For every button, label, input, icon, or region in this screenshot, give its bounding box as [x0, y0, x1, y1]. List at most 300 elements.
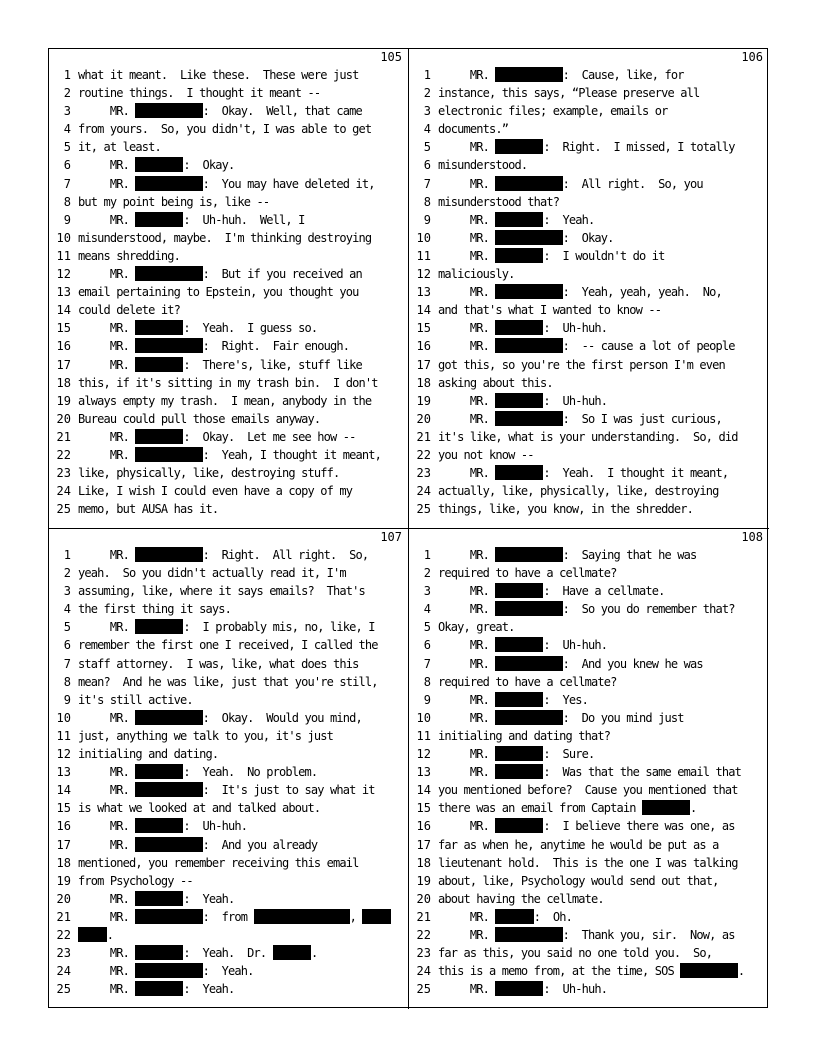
line-text [438, 102, 668, 120]
redaction-bar [495, 764, 543, 779]
redaction-bar [495, 547, 562, 562]
line-text [78, 890, 234, 908]
text-segment: initialing and dating that? [438, 728, 611, 743]
redaction-bar [495, 393, 543, 408]
text-segment: MR. [438, 927, 496, 942]
line-text [78, 799, 320, 817]
line-text [438, 356, 725, 374]
text-segment: documents.” [438, 122, 509, 137]
line-number: 11 [56, 728, 71, 743]
line-number: 7 [423, 656, 431, 671]
transcript-line [49, 374, 408, 392]
text-segment: MR. [78, 819, 136, 834]
text-segment: : Yeah. [202, 964, 254, 979]
transcript-line [49, 564, 408, 582]
text-segment: MR. [438, 393, 496, 408]
transcript-line [49, 102, 408, 120]
line-number: 2 [423, 566, 431, 581]
line-text [78, 745, 218, 763]
transcript-line [409, 446, 769, 464]
transcript-line [409, 156, 769, 174]
transcript-line [49, 120, 408, 138]
line-number: 24 [416, 964, 431, 979]
text-segment: Like, I wish I could even have a copy of my [78, 484, 353, 499]
line-text [78, 66, 358, 84]
transcript-lines [49, 66, 408, 518]
line-text [78, 156, 234, 174]
redaction-bar [495, 411, 562, 426]
transcript-line [409, 618, 769, 636]
text-segment: : There's, like, stuff like [183, 357, 362, 372]
text-segment: : I probably mis, no, like, I [183, 620, 375, 635]
line-text [438, 193, 559, 211]
text-segment: remember the first one I received, I called the [78, 638, 378, 653]
line-number: 1 [63, 548, 71, 562]
redaction-bar [135, 338, 202, 353]
text-segment: : Uh-huh. [543, 393, 608, 408]
line-number: 1 [423, 548, 431, 562]
line-number: 3 [63, 104, 71, 119]
redaction-bar [495, 656, 562, 671]
text-segment: MR. [438, 602, 496, 617]
text-segment: email pertaining to Epstein, you thought you [78, 285, 359, 300]
text-segment: : Cause, like, for [562, 68, 684, 82]
transcript-line [49, 410, 408, 428]
line-number: 23 [56, 466, 71, 481]
line-text [78, 727, 333, 745]
text-segment: mean? And he was like, just that you're still, [78, 674, 378, 689]
text-segment: : Okay. Let me see how -- [183, 429, 356, 444]
text-segment: MR. [438, 710, 496, 725]
text-segment: MR. [78, 104, 136, 119]
text-segment: MR. [78, 548, 136, 562]
text-segment: just, anything we talk to you, it's just [78, 728, 333, 743]
redaction-bar [495, 248, 543, 263]
text-segment: you not know -- [438, 447, 534, 462]
line-text [78, 673, 378, 691]
line-text [438, 980, 607, 998]
transcript-line [409, 120, 769, 138]
line-text [438, 410, 722, 428]
text-segment: lieutenant hold. This is the one I was talking [438, 855, 738, 870]
line-number: 20 [416, 411, 431, 426]
text-segment: MR. [438, 584, 496, 599]
line-text [78, 337, 349, 355]
line-text [78, 120, 371, 138]
line-number: 22 [56, 447, 71, 462]
line-text [438, 709, 684, 727]
line-number: 14 [56, 303, 71, 318]
line-number: 18 [416, 855, 431, 870]
line-number: 18 [416, 375, 431, 390]
line-text [78, 962, 254, 980]
text-segment: MR. [438, 747, 496, 762]
transcript-line [49, 745, 408, 763]
redaction-bar [495, 176, 562, 191]
text-segment: MR. [438, 656, 496, 671]
text-segment: but my point being is, like -- [78, 194, 270, 209]
transcript-line [49, 319, 408, 337]
text-segment: : Was that the same email that [543, 765, 741, 780]
line-text [78, 618, 375, 636]
line-number: 6 [423, 158, 431, 173]
transcript-line [409, 817, 769, 835]
line-number: 9 [423, 212, 431, 227]
text-segment: misunderstood that? [438, 194, 560, 209]
line-text [438, 817, 735, 835]
redaction-bar [135, 103, 202, 118]
line-number: 14 [56, 783, 71, 798]
line-text [78, 600, 231, 618]
transcript-line [49, 908, 408, 926]
transcript-line [49, 229, 408, 247]
transcript-line [49, 709, 408, 727]
line-number: 4 [423, 122, 431, 137]
line-number: 8 [423, 674, 431, 689]
line-number: 11 [416, 248, 431, 263]
text-segment: electronic files; example, emails or [438, 104, 668, 119]
page-number: 107 [380, 530, 402, 544]
transcript-line [409, 709, 769, 727]
line-number: 21 [56, 909, 71, 924]
line-text [78, 374, 378, 392]
line-text [78, 980, 234, 998]
line-number: 13 [56, 765, 71, 780]
text-segment: assuming, like, where it says emails? That's [78, 584, 365, 599]
text-segment: could delete it? [78, 303, 180, 318]
line-text [78, 709, 362, 727]
text-segment: MR. [438, 339, 496, 354]
line-text [78, 464, 339, 482]
line-number: 20 [56, 411, 71, 426]
transcript-line [49, 618, 408, 636]
text-segment: MR. [78, 837, 136, 852]
line-number: 7 [423, 176, 431, 191]
transcript-line [409, 500, 769, 518]
text-segment: required to have a cellmate? [438, 566, 617, 581]
line-number: 24 [56, 964, 71, 979]
redaction-bar [273, 945, 311, 960]
text-segment: : Yeah. [183, 982, 235, 997]
text-segment: about, like, Psychology would send out that, [438, 873, 719, 888]
line-text [438, 636, 607, 654]
transcript-sheet [48, 48, 768, 1008]
line-text [438, 944, 712, 962]
transcript-line [49, 247, 408, 265]
transcript-line [49, 673, 408, 691]
text-segment: : Do you mind just [562, 710, 684, 725]
text-segment: : Yeah. [183, 891, 235, 906]
transcript-line [409, 410, 769, 428]
line-number: 5 [63, 140, 71, 155]
text-segment: what it meant. Like these. These were just [78, 68, 359, 82]
line-text [438, 84, 699, 102]
line-number: 18 [56, 375, 71, 390]
text-segment: , [349, 909, 363, 924]
transcript-line [49, 636, 408, 654]
line-text [438, 265, 515, 283]
line-number: 4 [63, 122, 71, 137]
text-segment: MR. [438, 212, 496, 227]
text-segment: : Uh-huh. [543, 638, 608, 653]
transcript-line [409, 600, 769, 618]
redaction-bar [362, 909, 391, 924]
line-number: 20 [56, 891, 71, 906]
line-text [438, 600, 735, 618]
text-segment: : So you do remember that? [562, 602, 735, 617]
transcript-line [409, 193, 769, 211]
transcript-line [409, 962, 769, 980]
line-number: 7 [63, 656, 71, 671]
line-number: 25 [56, 502, 71, 517]
text-segment: : Uh-huh. [543, 321, 608, 336]
redaction-bar [135, 320, 183, 335]
line-number: 3 [423, 104, 431, 119]
line-text [438, 799, 696, 817]
line-number: 9 [423, 692, 431, 707]
line-number: 16 [56, 819, 71, 834]
line-text [438, 464, 728, 482]
transcript-line [409, 673, 769, 691]
text-segment: : Right. All right. So, [202, 548, 369, 562]
line-number: 23 [56, 946, 71, 961]
line-number: 5 [423, 620, 431, 635]
redaction-bar [135, 891, 183, 906]
line-number: 10 [56, 710, 71, 725]
text-segment: : Yeah, I thought it meant, [202, 447, 382, 462]
text-segment: . [106, 927, 114, 942]
transcript-line [49, 980, 408, 998]
text-segment: MR. [78, 321, 136, 336]
redaction-bar [135, 764, 183, 779]
line-number: 19 [56, 873, 71, 888]
text-segment: MR. [78, 909, 136, 924]
text-segment: : So I was just curious, [562, 411, 722, 426]
text-segment: : Right. I missed, I totally [543, 140, 735, 155]
redaction-bar [495, 692, 543, 707]
line-text [78, 193, 269, 211]
line-number: 13 [416, 765, 431, 780]
transcript-line [409, 229, 769, 247]
transcript-line [49, 464, 408, 482]
line-text [78, 582, 365, 600]
line-number: 25 [416, 502, 431, 517]
redaction-bar [135, 963, 202, 978]
line-text [78, 428, 356, 446]
line-text [78, 247, 180, 265]
line-number: 6 [63, 158, 71, 173]
text-segment: mentioned, you remember receiving this email [78, 855, 359, 870]
line-number: 12 [56, 267, 71, 282]
transcript-line [409, 926, 769, 944]
text-segment: : Sure. [543, 747, 595, 762]
transcript-line [409, 636, 769, 654]
transcript-line [409, 655, 769, 673]
line-number: 1 [63, 68, 71, 82]
transcript-line [409, 464, 769, 482]
transcript-line [409, 265, 769, 283]
transcript-line [409, 84, 769, 102]
text-segment: Okay, great. [438, 620, 515, 635]
text-segment: about having the cellmate. [438, 891, 604, 906]
transcript-line [49, 500, 408, 518]
text-segment: : And you knew he was [562, 656, 703, 671]
text-segment: MR. [438, 765, 496, 780]
text-segment: MR. [438, 248, 496, 263]
line-text [438, 691, 588, 709]
line-text [78, 319, 317, 337]
text-segment: routine things. I thought it meant -- [78, 86, 321, 101]
line-number: 6 [63, 638, 71, 653]
transcript-line [49, 193, 408, 211]
line-text [78, 908, 391, 926]
line-number: 19 [416, 393, 431, 408]
page-number: 108 [741, 530, 763, 544]
line-number: 25 [416, 982, 431, 997]
transcript-line [49, 926, 408, 944]
transcript-line [49, 890, 408, 908]
text-segment: staff attorney. I was, like, what does this [78, 656, 359, 671]
text-segment: MR. [78, 429, 136, 444]
text-segment: MR. [438, 140, 496, 155]
line-text [438, 428, 738, 446]
transcript-line [409, 138, 769, 156]
line-text [438, 319, 607, 337]
line-text [438, 908, 572, 926]
line-text [438, 546, 696, 564]
text-segment: : Saying that he was [562, 548, 697, 562]
text-segment: Bureau could pull those emails anyway. [78, 411, 321, 426]
line-text [78, 138, 161, 156]
line-text [78, 763, 317, 781]
line-number: 15 [56, 801, 71, 816]
text-segment: : I believe there was one, as [543, 819, 735, 834]
text-segment: : But if you received an [202, 267, 362, 282]
text-segment: there was an email from Captain [438, 801, 642, 816]
line-number: 25 [56, 982, 71, 997]
text-segment: from Psychology -- [78, 873, 193, 888]
text-segment: MR. [438, 466, 496, 481]
text-segment: MR. [78, 267, 136, 282]
redaction-bar [495, 909, 533, 924]
redaction-bar [642, 800, 690, 815]
transcript-line [409, 980, 769, 998]
line-text [78, 546, 368, 564]
text-segment: : Right. Fair enough. [202, 339, 350, 354]
line-text [78, 229, 371, 247]
line-number: 24 [56, 484, 71, 499]
text-segment: : Have a cellmate. [543, 584, 665, 599]
transcript-line [409, 175, 769, 193]
line-text [438, 582, 665, 600]
text-segment: : Uh-huh. [183, 819, 248, 834]
text-segment: MR. [438, 321, 496, 336]
transcript-line [49, 138, 408, 156]
redaction-bar [495, 338, 562, 353]
line-number: 17 [56, 357, 71, 372]
text-segment: : Okay. Well, that came [202, 104, 362, 119]
line-text [438, 962, 744, 980]
redaction-bar [495, 230, 562, 245]
text-segment: : I wouldn't do it [543, 248, 665, 263]
transcript-line [409, 763, 769, 781]
text-segment: misunderstood, maybe. I'm thinking destroying [78, 230, 372, 245]
text-segment: : It's just to say what it [202, 783, 375, 798]
line-text [438, 500, 693, 518]
line-number: 21 [416, 909, 431, 924]
line-number: 2 [423, 86, 431, 101]
line-number: 19 [56, 393, 71, 408]
line-number: 8 [423, 194, 431, 209]
text-segment: MR. [78, 212, 136, 227]
transcript-lines [409, 66, 769, 518]
text-segment: : Yeah, yeah, yeah. No, [562, 285, 722, 300]
text-segment: yeah. So you didn't actually read it, I'm [78, 566, 346, 581]
text-segment: : from [202, 909, 254, 924]
line-text [438, 138, 735, 156]
redaction-bar [135, 266, 202, 281]
text-segment: MR. [438, 285, 496, 300]
page-number: 106 [741, 50, 763, 64]
line-text [438, 890, 604, 908]
redaction-bar [135, 837, 202, 852]
text-segment: you mentioned before? Cause you mentioned that [438, 783, 738, 798]
line-number: 6 [423, 638, 431, 653]
line-text [78, 926, 113, 944]
transcript-line [49, 582, 408, 600]
text-segment: memo, but AUSA has it. [78, 502, 219, 517]
redaction-bar [135, 981, 183, 996]
transcript-line [409, 337, 769, 355]
transcript-line [49, 265, 408, 283]
transcript-line [49, 727, 408, 745]
redaction-bar [135, 909, 202, 924]
transcript-line [49, 872, 408, 890]
text-segment: always empty my trash. I mean, anybody in the [78, 393, 372, 408]
text-segment: this, if it's sitting in my trash bin. I don't [78, 375, 378, 390]
text-segment: required to have a cellmate? [438, 674, 617, 689]
text-segment: far as this, you said no one told you. So, [438, 946, 713, 961]
line-text [438, 872, 718, 890]
text-segment: MR. [78, 783, 136, 798]
text-segment: MR. [78, 620, 136, 635]
redaction-bar [135, 710, 202, 725]
text-segment: MR. [78, 176, 136, 191]
transcript-line [49, 600, 408, 618]
line-text [78, 102, 362, 120]
line-text [438, 781, 738, 799]
text-segment: : Okay. [183, 158, 235, 173]
line-number: 21 [416, 429, 431, 444]
redaction-bar [495, 927, 562, 942]
transcript-line [409, 301, 769, 319]
line-number: 22 [56, 927, 71, 942]
text-segment: MR. [438, 982, 496, 997]
line-number: 9 [63, 692, 71, 707]
line-number: 8 [63, 194, 71, 209]
transcript-line [49, 655, 408, 673]
transcript-line [49, 337, 408, 355]
transcript-page [409, 49, 769, 529]
text-segment: : Yeah. Dr. [183, 946, 273, 961]
text-segment: means shredding. [78, 248, 180, 263]
transcript-line [409, 392, 769, 410]
text-segment: MR. [438, 411, 496, 426]
text-segment: : Yes. [543, 692, 588, 707]
line-number: 16 [416, 819, 431, 834]
redaction-bar [135, 619, 183, 634]
text-segment: : Yeah. I thought it meant, [543, 466, 729, 481]
